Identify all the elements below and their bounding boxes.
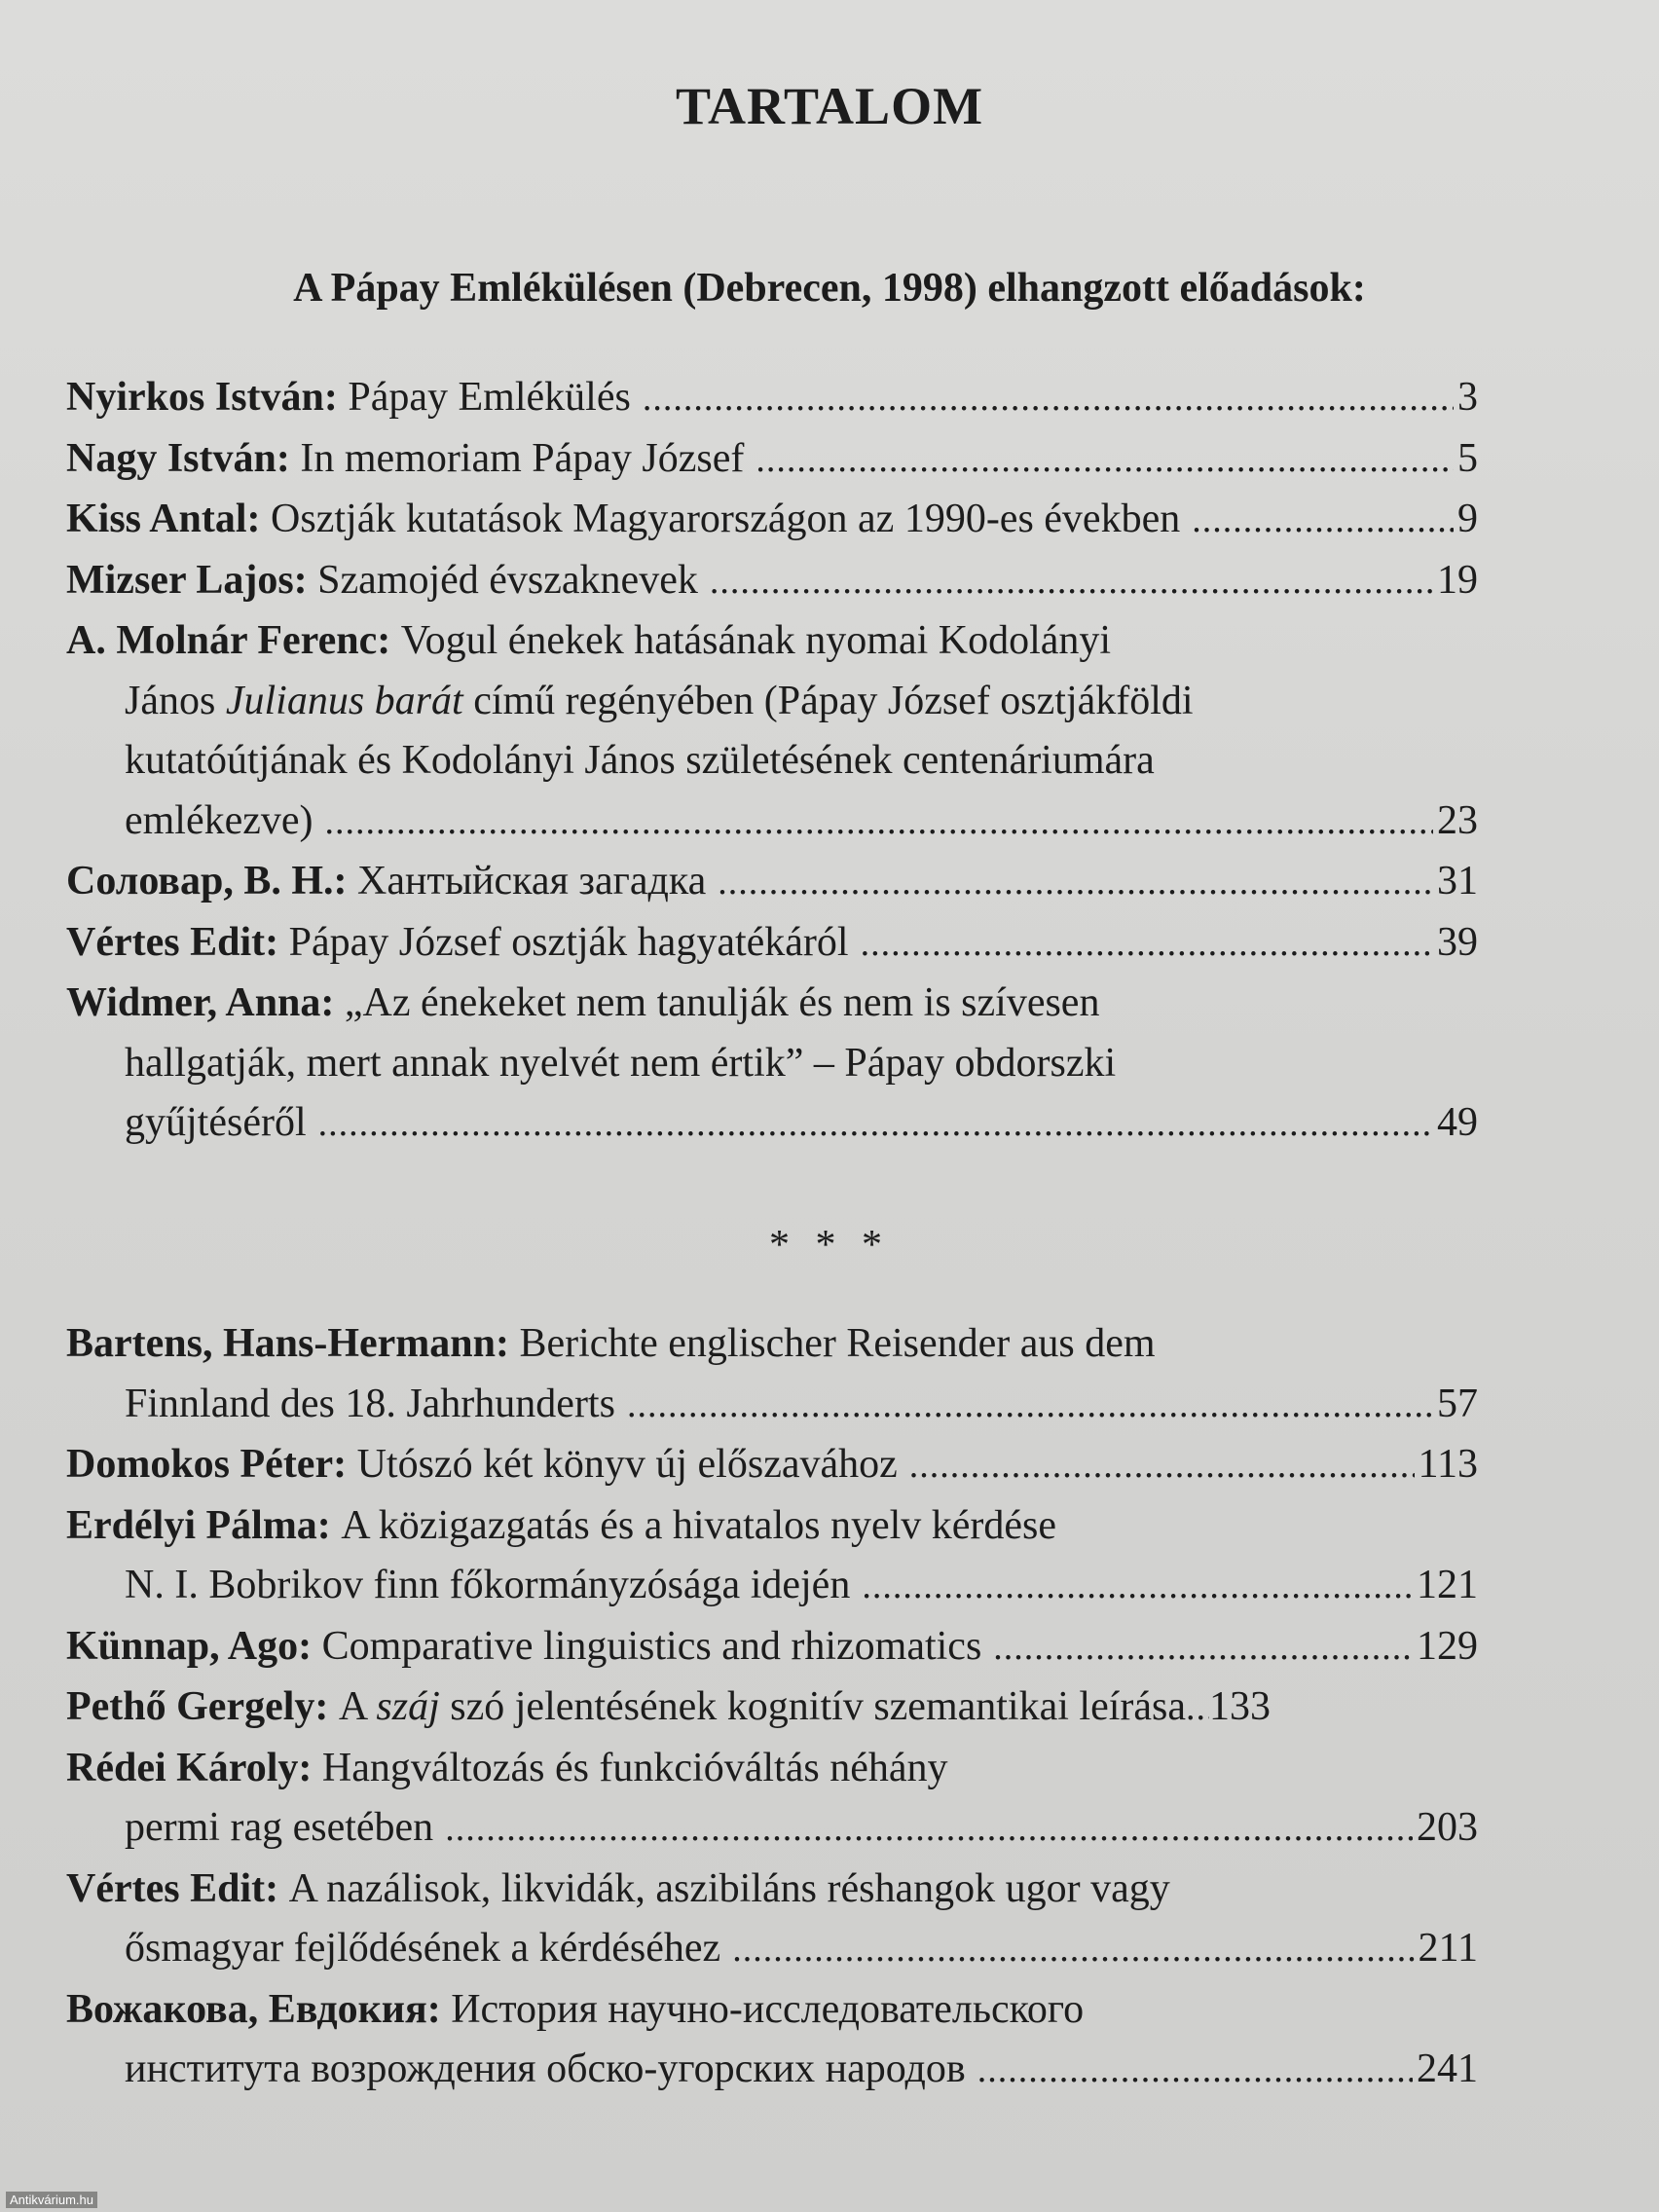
entry-title: История научно-исследовательского xyxy=(451,1986,1085,2032)
toc-entry xyxy=(66,1435,1478,1496)
toc-entry xyxy=(66,1980,1478,2101)
entry-author: Nagy István: xyxy=(66,435,290,481)
entry-title: Pápay József osztják hagyatékáról xyxy=(288,919,849,965)
entry-page: 9 xyxy=(1457,497,1478,541)
entry-title-cont: hallgatják, mert annak nyelvét nem értik” – Pápay obdorszki xyxy=(125,1040,1117,1086)
entry-author: Mizser Lajos: xyxy=(66,557,308,603)
entry-author: Erdélyi Pálma: xyxy=(66,1502,331,1548)
entry-title: Comparative linguistics and rhizomatics xyxy=(321,1623,982,1669)
entry-title-italic: Julianus barát xyxy=(225,678,463,723)
entry-title: A nazálisok, likvidák, aszibiláns réshangok ugor vagy xyxy=(288,1865,1170,1911)
entry-title-part: című regényében (Pápay József osztjákföldi xyxy=(462,678,1194,723)
entry-page: 31 xyxy=(1437,859,1478,903)
toc-entry xyxy=(66,913,1478,975)
watermark: Antikvárium.hu xyxy=(6,2192,97,2208)
entry-title-cont: kutatóútjának és Kodolányi János születésének centenáriumára xyxy=(125,738,1155,783)
toc-entry xyxy=(66,1314,1478,1435)
dot-leader xyxy=(862,1557,1413,1617)
entry-author: Vértes Edit: xyxy=(66,919,279,965)
dot-leader xyxy=(1192,491,1454,551)
entry-title: In memoriam Pápay József xyxy=(300,435,745,481)
toc-entry xyxy=(66,490,1478,551)
entry-page: 203 xyxy=(1417,1805,1478,1850)
entry-author: A. Molnár Ferenc: xyxy=(66,618,391,663)
entry-title-italic: száj xyxy=(376,1684,440,1729)
entry-title-cont: gyűjtéséről xyxy=(125,1100,307,1145)
section-heading: A Pápay Emlékülésen (Debrecen, 1998) elhangzott előadások: xyxy=(293,266,1366,311)
entry-title-cont: emlékezve) xyxy=(125,797,313,843)
entry-page: 49 xyxy=(1437,1100,1478,1145)
entry-author: Widmer, Anna: xyxy=(66,980,335,1025)
entry-author: Вожакова, Евдокия: xyxy=(66,1986,441,2032)
entry-title: Pápay Emlékülés xyxy=(348,375,631,420)
entry-page: 211 xyxy=(1418,1926,1478,1971)
toc-entry xyxy=(66,368,1478,429)
toc-entry xyxy=(66,1739,1478,1860)
entry-title-part: János xyxy=(125,678,226,723)
entry-title: Berichte englischer Reisender aus dem xyxy=(519,1321,1156,1366)
toc-entry xyxy=(66,551,1478,612)
toc-section-1 xyxy=(66,368,1478,1155)
entry-page: 5 xyxy=(1457,435,1478,481)
dot-leader xyxy=(718,853,1433,913)
entry-page: 23 xyxy=(1437,797,1478,843)
entry-author: Соловар, В. Н.: xyxy=(66,859,348,903)
entry-author: Vértes Edit: xyxy=(66,1865,279,1911)
dot-leader xyxy=(861,914,1433,975)
dot-leader xyxy=(643,369,1454,429)
entry-page: 3 xyxy=(1457,375,1478,420)
entry-page: 19 xyxy=(1437,557,1478,603)
entry-title: Vogul énekek hatásának nyomai Kodolányi xyxy=(400,618,1112,663)
entry-author: Domokos Péter: xyxy=(66,1442,348,1487)
entry-title: A közigazgatás és a hivatalos nyelv kérdése xyxy=(341,1502,1057,1548)
dot-leader xyxy=(325,793,1433,853)
dot-leader xyxy=(710,552,1433,612)
entry-author: Rédei Károly: xyxy=(66,1745,313,1790)
entry-author: Bartens, Hans-Hermann: xyxy=(66,1321,509,1366)
entry-author: Pethő Gergely: xyxy=(66,1684,329,1729)
dot-leader xyxy=(993,1618,1413,1678)
toc-entry xyxy=(66,852,1478,913)
entry-title-cont: N. I. Bobrikov finn főkormányzósága idején xyxy=(125,1563,851,1607)
entry-title-cont: Finnland des 18. Jahrhunderts xyxy=(125,1381,615,1426)
entry-page: 121 xyxy=(1417,1563,1478,1607)
entry-page: 113 xyxy=(1418,1442,1478,1487)
dot-leader xyxy=(732,1920,1414,1980)
entry-title: Hangváltozás és funkcióváltás néhány xyxy=(321,1745,948,1790)
entry-title: Osztják kutatások Magyarországon az 1990-es években xyxy=(271,497,1181,541)
page-title: TARTALOM xyxy=(675,77,984,135)
toc-section-2 xyxy=(66,1314,1478,2101)
toc-entry xyxy=(66,1860,1478,1980)
entry-title: Хантыйская загадка xyxy=(357,859,707,903)
dot-leader xyxy=(1186,1678,1209,1739)
entry-author: Nyirkos István: xyxy=(66,375,338,420)
entry-author: Künnap, Ago: xyxy=(66,1623,313,1669)
toc-entry xyxy=(66,1496,1478,1617)
entry-title-cont: ősmagyar fejlődésének a kérdéséhez xyxy=(125,1926,721,1971)
section-separator: * * * xyxy=(769,1223,890,1268)
dot-leader xyxy=(909,1436,1415,1496)
entry-author: Kiss Antal: xyxy=(66,497,261,541)
dot-leader xyxy=(977,2041,1413,2101)
entry-title-cont: института возрождения обско-угорских народов xyxy=(125,2046,966,2091)
toc-entry xyxy=(66,429,1478,491)
entry-title-cont: permi rag esetében xyxy=(125,1805,434,1850)
toc-entry xyxy=(66,611,1478,852)
entry-title: Utószó két könyv új előszavához xyxy=(356,1442,898,1487)
dot-leader xyxy=(627,1376,1433,1436)
dot-leader xyxy=(445,1799,1413,1860)
entry-page: 241 xyxy=(1417,2046,1478,2091)
dot-leader xyxy=(756,430,1454,491)
entry-title: Szamojéd évszaknevek xyxy=(317,557,698,603)
entry-title-part: szó jelentésének kognitív szemantikai leírása xyxy=(439,1684,1186,1729)
entry-title: „Az énekeket nem tanulják és nem is szívesen xyxy=(344,980,1100,1025)
entry-title-part: A xyxy=(338,1684,377,1729)
toc-entry xyxy=(66,1677,1478,1739)
toc-entry xyxy=(66,1617,1478,1678)
dot-leader xyxy=(318,1094,1433,1155)
entry-page: 133 xyxy=(1209,1684,1271,1729)
entry-page: 57 xyxy=(1437,1381,1478,1426)
entry-page: 129 xyxy=(1417,1623,1478,1669)
entry-page: 39 xyxy=(1437,919,1478,965)
toc-entry xyxy=(66,974,1478,1155)
